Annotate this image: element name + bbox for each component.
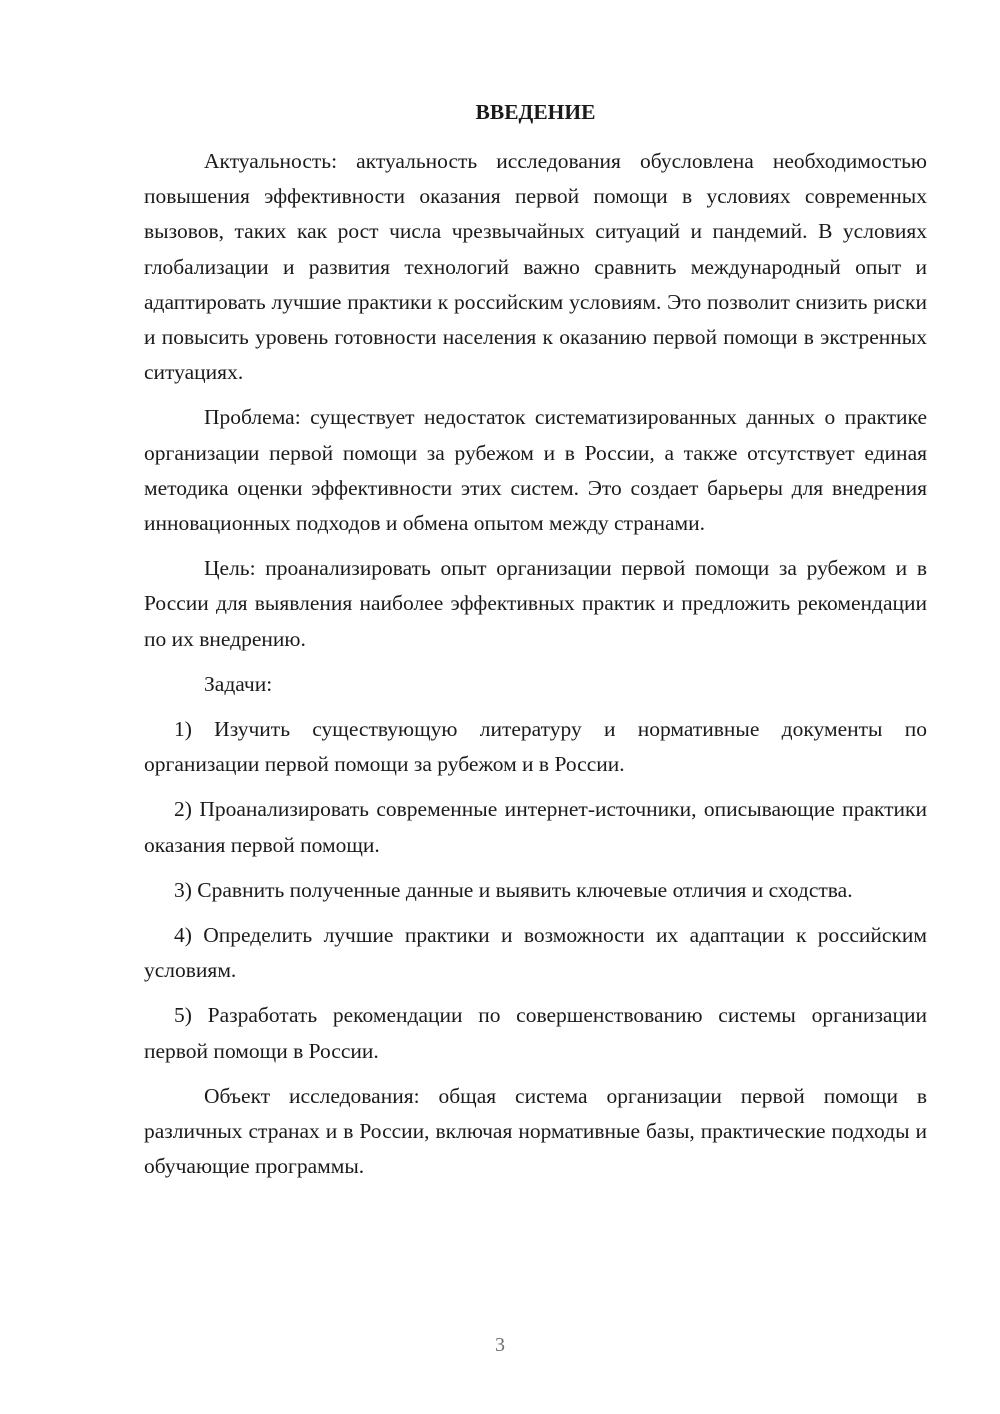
task-item-5: 5) Разработать рекомендации по совершенствованию системы организации первой помощи в России. xyxy=(144,1003,927,1063)
problem-paragraph: Проблема: существует недостаток систематизированных данных о практике организации первой помощи за рубежом и в России, а также отсутствует единая методика оценки эффективности этих систем. Это создает барьеры для внедрения инновационных подходов и обмена опытом между странами. xyxy=(144,405,927,536)
page-content xyxy=(144,92,927,1194)
task-item-4: 4) Определить лучшие практики и возможности их адаптации к российским условиям. xyxy=(144,923,927,983)
object-paragraph: Объект исследования: общая система организации первой помощи в различных странах и в России, включая нормативные базы, практические подходы и обучающие программы. xyxy=(144,1083,927,1179)
page-title: ВВЕДЕНИЕ xyxy=(475,100,596,124)
task-item-3: 3) Сравнить полученные данные и выявить ключевые отличия и сходства. xyxy=(174,877,853,902)
goal-paragraph: Цель: проанализировать опыт организации первой помощи за рубежом и в России для выявления наиболее эффективных практик и предложить рекомендации по их внедрению. xyxy=(144,556,927,651)
task-item-2: 2) Проанализировать современные интернет-источники, описывающие практики оказания первой помощи. xyxy=(144,797,927,857)
task-item-1: 1) Изучить существующую литературу и нормативные документы по организации первой помощи за рубежом и в России. xyxy=(144,717,927,777)
tasks-label: Задачи: xyxy=(204,671,273,696)
relevance-paragraph: Актуальность: актуальность исследования обусловлена необходимостью повышения эффективности оказания первой помощи в условиях современных вызовов, таких как рост числа чрезвычайных ситуаций и пандемий. В условиях глобализации и развития технологий важно сравнить международный опыт и адаптировать лучшие практики к российским условиям. Это позволит снизить риски и повысить уровень готовности населения к оказанию первой помощи в экстренных ситуациях. xyxy=(144,149,927,385)
page-number: 3 xyxy=(495,1334,505,1356)
